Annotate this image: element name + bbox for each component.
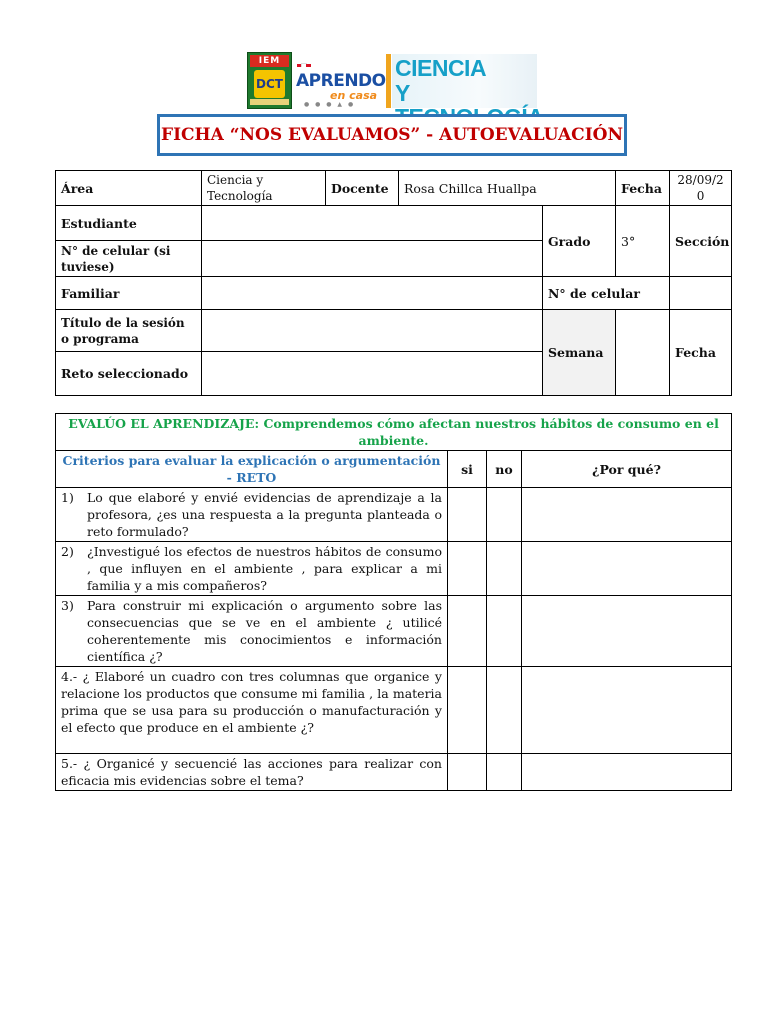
evaluation-table (55, 413, 732, 791)
criteria-text: ¿Investigué los efectos de nuestros hábitos de consumo , que influyen en el ambiente , para explicar a mi familia y a mis compañeros? (87, 544, 442, 593)
seccion-label: Sección (670, 206, 732, 277)
semana-label: Semana (543, 310, 616, 396)
familiar-field[interactable] (202, 277, 543, 310)
page-title: FICHA “NOS EVALUAMOS” - AUTOEVALUACIÓN (161, 125, 623, 145)
porque-field[interactable] (522, 488, 732, 542)
grado-value: 3° (616, 206, 670, 277)
porque-field[interactable] (522, 542, 732, 596)
aprendo-en-casa-logo: APRENDO en casa ● ● ● ▲ ● (296, 67, 382, 109)
subject-banner (392, 54, 537, 108)
iem-logo-text: IEM (250, 55, 289, 67)
header-separator (386, 54, 391, 108)
criteria-row (56, 542, 732, 596)
fecha2-label: Fecha (670, 310, 732, 396)
col-si-header: si (448, 451, 487, 488)
subject-banner-line1: CIENCIA (395, 55, 487, 81)
si-checkbox[interactable] (448, 488, 487, 542)
no-checkbox[interactable] (487, 488, 522, 542)
title-box (157, 114, 627, 156)
reto-field[interactable] (202, 352, 543, 396)
aprendo-subtitle: en casa (330, 89, 378, 102)
evaluation-heading-text: Comprendemos cómo afectan nuestros hábitos de consumo en el ambiente. (259, 416, 719, 448)
no-checkbox[interactable] (487, 596, 522, 667)
fecha-label: Fecha (616, 171, 670, 206)
peru-flag-icon (297, 57, 311, 65)
familiar-label: Familiar (56, 277, 202, 310)
titulo-field[interactable] (202, 310, 543, 352)
criteria-row (56, 488, 732, 542)
docente-label: Docente (326, 171, 399, 206)
no-checkbox[interactable] (487, 542, 522, 596)
grado-label: Grado (543, 206, 616, 277)
si-checkbox[interactable] (448, 754, 487, 791)
criteria-text: 5.- ¿ Organicé y secuencié las acciones para realizar con eficacia mis evidencias sobre el tema? (56, 754, 448, 791)
criteria-text: Para construir mi explicación o argumento sobre las consecuencias que se ve en el ambiente ¿ utilicé coherentemente mis conocimientos e información científica ¿? (87, 598, 442, 664)
col-porque-header: ¿Por qué? (522, 451, 732, 488)
header-logos (247, 52, 537, 110)
titulo-label: Título de la sesión o programa (56, 310, 202, 352)
area-label: Área (56, 171, 202, 206)
familiar-celular-label: N° de celular (543, 277, 670, 310)
no-checkbox[interactable] (487, 667, 522, 754)
iem-logo-letters: DCT (254, 70, 285, 98)
criteria-number: 3) (61, 598, 74, 613)
evaluation-heading (56, 414, 732, 451)
criteria-text: 4.- ¿ Elaboré un cuadro con tres columnas que organice y relacione los productos que consume mi familia , la materia prima que se usa para su producción o manufacturación y el efecto que produce en el ambiente ¿? (56, 667, 448, 754)
si-checkbox[interactable] (448, 667, 487, 754)
reto-label: Reto seleccionado (56, 352, 202, 396)
porque-field[interactable] (522, 754, 732, 791)
estudiante-label: Estudiante (56, 206, 202, 241)
area-value: Ciencia y Tecnología (202, 171, 326, 206)
criteria-row (56, 667, 732, 754)
docente-value: Rosa Chillca Huallpa (399, 171, 616, 206)
celular-label: N° de celular (si tuviese) (56, 241, 202, 277)
fecha-value: 28/09/20 (670, 171, 732, 206)
porque-field[interactable] (522, 596, 732, 667)
criteria-row (56, 754, 732, 791)
celular-field[interactable] (202, 241, 543, 277)
no-checkbox[interactable] (487, 754, 522, 791)
school-logo (247, 52, 292, 109)
criteria-row (56, 596, 732, 667)
familiar-celular-field[interactable] (670, 277, 732, 310)
criteria-header: Criterios para evaluar la explicación o argumentación - RETO (56, 451, 448, 488)
subject-banner-line2: Y (395, 80, 410, 106)
aprendo-title: APRENDO (296, 71, 386, 91)
criteria-number: 2) (61, 544, 74, 559)
si-checkbox[interactable] (448, 542, 487, 596)
si-checkbox[interactable] (448, 596, 487, 667)
semana-field[interactable] (616, 310, 670, 396)
student-info-table (55, 170, 732, 396)
estudiante-field[interactable] (202, 206, 543, 241)
col-no-header: no (487, 451, 522, 488)
criteria-text: Lo que elaboré y envié evidencias de aprendizaje a la profesora, ¿es una respuesta a la pregunta planteada o reto formulado? (87, 490, 442, 539)
porque-field[interactable] (522, 667, 732, 754)
criteria-number: 1) (61, 490, 74, 505)
evaluation-heading-prefix: EVALÚO EL APRENDIZAJE: (68, 416, 260, 431)
